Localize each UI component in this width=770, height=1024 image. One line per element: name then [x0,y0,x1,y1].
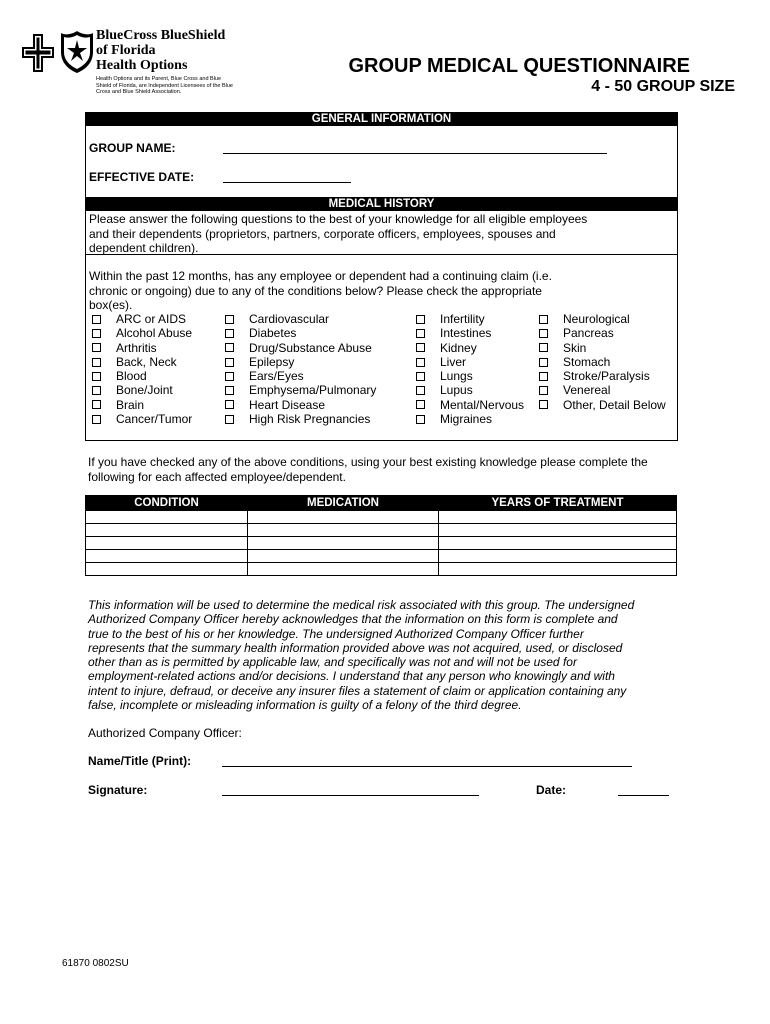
condition-label: Neurological [563,312,630,326]
condition-label: Drug/Substance Abuse [249,340,372,355]
years-of-treatment-cell[interactable] [439,550,677,563]
name-title-field[interactable] [222,766,632,767]
company-logo [22,26,252,126]
followup-instructions: If you have checked any of the above conditions, using your best existing knowledge please complete the following for each affected employee/dependent. [88,455,648,484]
condition-column-2 [225,312,376,426]
condition-checkbox[interactable] [92,415,101,424]
condition-checkbox[interactable] [225,400,234,409]
medical-history-question: Within the past 12 months, has any employee or dependent had a continuing claim (i.e. chronic or ongoing) due to any of the conditions below? Please check the appropriate box(es). [89,269,552,312]
condition-label: Stomach [563,354,611,369]
column-header-medication: MEDICATION [248,496,439,511]
condition-column-1 [92,312,192,426]
medical-history-intro: Please answer the following questions to the best of your knowledge for all eligible employees and their dependents (proprietors, partners, corporate officers, employees, spouses and dependent children). [89,212,588,255]
condition-label: ARC or AIDS [116,312,187,326]
condition-checkbox[interactable] [225,358,234,367]
condition-item [539,312,666,326]
logo-fine-print: Health Options and its Parent, Blue Cross and Blue Shield of Florida, are Independent Licensees of the Blue Cross and Blue Shield Association. [96,76,233,95]
effective-date-field[interactable] [223,182,351,183]
condition-table [85,495,677,576]
condition-label: Arthritis [116,340,157,355]
blue-shield-icon [60,30,94,74]
condition-item [92,398,192,412]
form-number: 61870 0802SU [62,958,129,969]
condition-checkbox[interactable] [539,343,548,352]
condition-label: Liver [440,354,467,369]
condition-item [92,383,192,397]
logo-name-line2: of Florida [96,43,156,58]
condition-label: Cancer/Tumor [116,412,193,427]
condition-cell[interactable] [86,537,248,550]
condition-checkbox[interactable] [92,329,101,338]
years-of-treatment-cell[interactable] [439,511,677,524]
condition-item [92,355,192,369]
condition-checkbox[interactable] [539,315,548,324]
condition-label: Brain [116,397,145,412]
condition-checkbox[interactable] [416,315,425,324]
condition-label: Pancreas [563,326,614,341]
condition-checkbox[interactable] [416,400,425,409]
condition-checkbox[interactable] [92,315,101,324]
medical-history-section [85,197,678,441]
medication-cell[interactable] [248,550,439,563]
condition-label: Migraines [440,412,493,427]
table-row [86,550,677,563]
column-header-condition: CONDITION [86,496,248,511]
condition-label: Alcohol Abuse [116,326,193,341]
condition-label: Diabetes [249,326,297,341]
general-information-section [85,112,678,200]
condition-item [92,326,192,340]
condition-label: Cardiovascular [249,312,330,326]
page-subtitle: 4 - 50 GROUP SIZE [591,78,735,95]
condition-item [416,355,524,369]
condition-item [539,341,666,355]
condition-item [416,312,524,326]
condition-item [539,398,666,412]
condition-label: Lungs [440,369,473,384]
condition-checkbox[interactable] [416,343,425,352]
condition-checkbox[interactable] [92,372,101,381]
page-title: GROUP MEDICAL QUESTIONNAIRE [348,55,690,77]
date-field[interactable] [618,795,669,796]
years-of-treatment-cell[interactable] [439,563,677,576]
medication-cell[interactable] [248,511,439,524]
name-title-label: Name/Title (Print): [88,754,192,768]
condition-checkbox[interactable] [225,415,234,424]
blue-cross-icon [22,34,54,72]
condition-item [92,412,192,426]
condition-checkbox[interactable] [92,343,101,352]
condition-item [416,326,524,340]
logo-name-line3: Health Options [96,58,188,73]
condition-checkbox[interactable] [92,386,101,395]
medication-cell[interactable] [248,524,439,537]
table-row [86,537,677,550]
condition-checkbox[interactable] [225,372,234,381]
condition-item [225,383,376,397]
condition-item [416,398,524,412]
years-of-treatment-cell[interactable] [439,524,677,537]
condition-item [225,355,376,369]
condition-label: Bone/Joint [116,383,173,398]
condition-checkbox[interactable] [416,415,425,424]
condition-label: Infertility [440,312,485,326]
condition-item [225,398,376,412]
signature-field[interactable] [222,795,479,796]
condition-checkbox[interactable] [539,372,548,381]
condition-checkbox[interactable] [225,386,234,395]
condition-checkbox[interactable] [539,358,548,367]
condition-label: High Risk Pregnancies [249,412,371,427]
condition-checkbox[interactable] [92,400,101,409]
condition-item [539,369,666,383]
condition-label: Kidney [440,340,477,355]
condition-cell[interactable] [86,511,248,524]
condition-item [225,412,376,426]
condition-checkbox[interactable] [225,329,234,338]
condition-label: Mental/Nervous [440,397,525,412]
condition-label: Other, Detail Below [563,397,666,412]
condition-checkbox[interactable] [416,329,425,338]
condition-checkbox[interactable] [416,386,425,395]
condition-label: Blood [116,369,147,384]
group-name-label: GROUP NAME: [89,141,176,155]
condition-item [416,412,524,426]
condition-item [416,369,524,383]
condition-label: Heart Disease [249,397,326,412]
divider [86,254,677,255]
logo-name-line1: BlueCross BlueShield [96,28,226,43]
medical-history-header: MEDICAL HISTORY [86,198,677,211]
medication-cell[interactable] [248,563,439,576]
condition-item [225,369,376,383]
condition-item [92,369,192,383]
years-of-treatment-cell[interactable] [439,537,677,550]
disclaimer-text: This information will be used to determine the medical risk associated with this group. The undersigned Authorized Company Officer hereby acknowledges that the information on this form is complete and true to the best of his or her knowledge. The undersigned Authorized Company Officer further represents that the summary health information provided above was not acquired, used, or disclosed other than as is permitted by applicable law, and specifically was not and will not be used for employment-related actions and/or decisions. I understand that any person who knowingly and with intent to injure, defraud, or deceive any insurer files a statement of claim or application containing any false, incomplete or misleading information is guilty of a felony of the third degree. [88,598,635,713]
condition-label: Stroke/Paralysis [563,369,650,384]
condition-item [416,341,524,355]
condition-checkbox[interactable] [225,343,234,352]
condition-checkbox[interactable] [539,329,548,338]
condition-checkbox[interactable] [539,400,548,409]
effective-date-label: EFFECTIVE DATE: [89,170,195,184]
condition-label: Lupus [440,383,473,398]
condition-cell[interactable] [86,550,248,563]
signature-label: Signature: [88,783,148,797]
condition-checkbox[interactable] [539,386,548,395]
table-row [86,511,677,524]
condition-item [92,312,192,326]
condition-item [539,355,666,369]
condition-checkbox[interactable] [225,315,234,324]
condition-label: Skin [563,340,587,355]
condition-label: Ears/Eyes [249,369,304,384]
condition-item [92,341,192,355]
date-label: Date: [536,783,567,797]
group-name-field[interactable] [223,153,607,154]
general-information-header: GENERAL INFORMATION [86,113,677,126]
condition-checkbox[interactable] [416,372,425,381]
condition-column-4 [539,312,666,412]
condition-label: Emphysema/Pulmonary [249,383,377,398]
condition-checkbox[interactable] [416,358,425,367]
condition-item [539,326,666,340]
condition-item [416,383,524,397]
medication-cell[interactable] [248,537,439,550]
condition-label: Epilepsy [249,354,295,369]
table-row [86,563,677,576]
condition-cell[interactable] [86,563,248,576]
condition-item [225,312,376,326]
condition-label: Venereal [563,383,611,398]
condition-item [225,341,376,355]
condition-label: Intestines [440,326,492,341]
condition-checkbox[interactable] [92,358,101,367]
condition-label: Back, Neck [116,354,177,369]
column-header-years-of-treatment: YEARS OF TREATMENT [439,496,677,511]
condition-item [225,326,376,340]
condition-column-3 [416,312,524,426]
condition-cell[interactable] [86,524,248,537]
condition-item [539,383,666,397]
authorized-officer-label: Authorized Company Officer: [88,726,242,740]
table-row [86,524,677,537]
